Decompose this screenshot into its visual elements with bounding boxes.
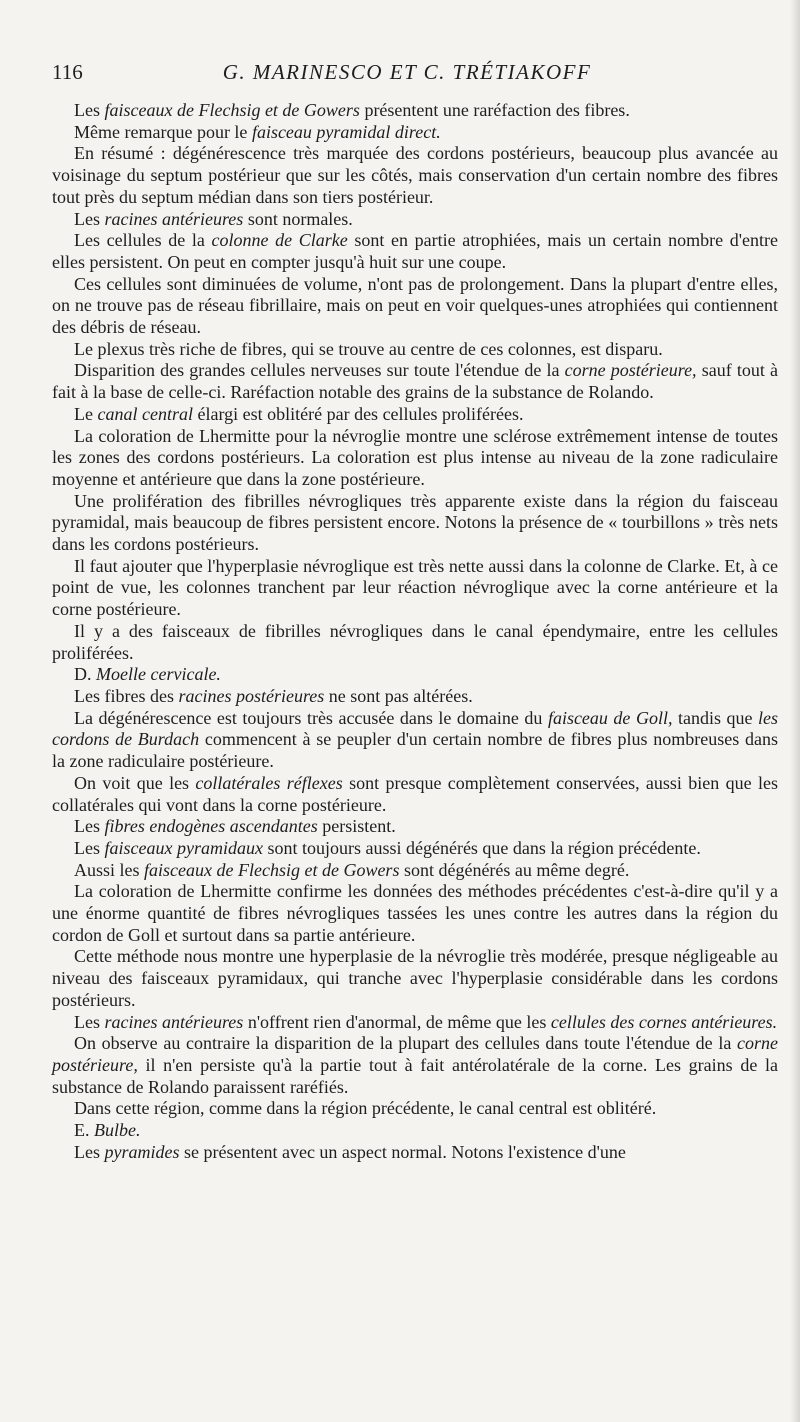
text-run: D. [74,664,96,685]
italic-text: faisceaux pyramidaux [104,837,263,858]
text-run: La coloration de Lhermitte pour la névroglie montre une sclérose extrêmement intense de toutes les zones des cordons postérieurs. La coloration est plus intense au niveau de la zone radiculaire moyenne et antérieure que dans la zone postérieure. [52,425,778,489]
italic-text: corne postérieure, [52,1033,778,1075]
text-run: se présentent avec un aspect normal. Notons l'existence d'une [179,1141,626,1162]
text-run: On voit que les [74,772,196,793]
text-run: sont presque complètement conservées, aussi bien que les collatérales qui vont dans la corne postérieure. [52,772,778,815]
paragraph [52,946,778,1011]
text-run: Cette méthode nous montre une hyperplasie de la névroglie très modérée, presque négligeable au niveau des faisceaux pyramidaux, qui tranche avec l'hyperplasie considérable dans les cordons postérieurs. [52,946,778,1010]
text-run: Il y a des faisceaux de fibrilles névrogliques dans le canal épendymaire, entre les cellules proliférées. [52,620,778,663]
page-number: 116 [52,60,83,84]
text-run: On observe au contraire la disparition de la plupart des cellules dans toute l'étendue de la [74,1033,738,1054]
text-run: Il faut ajouter que l'hyperplasie névroglique est très nette aussi dans la colonne de Clarke. Et, à ce point de vue, les colonnes tranchent par leur réaction névroglique avec la corne antérieure et la corne postérieure. [52,555,778,620]
text-run: Les [74,1141,105,1162]
italic-text: racines antérieures [104,1011,244,1032]
text-run: sont en partie atrophiées, mais un certain nombre d'entre elles persistent. On peut en compter jusqu'à huit sur une coupe. [52,230,778,272]
paragraph [52,773,778,816]
paragraph [52,686,778,708]
italic-text: faisceaux de Flechsig et de Gowers [144,859,400,880]
text-run: Les [74,1011,105,1032]
text-run: Même remarque pour le [74,121,252,142]
text-run: La dégénérescence est toujours très accusée dans le domaine du [74,707,548,728]
text-run: Ces cellules sont diminuées de volume, n'ont pas de prolongement. Dans la plupart d'entre elles, on ne trouve pas de réseau fibrillaire, mais on peut en voir quelques-unes atrophiées qui contiennent des débris de réseau. [52,273,778,338]
text-run: En résumé : dégénérescence très marquée des cordons postérieurs, beaucoup plus avancée au voisinage du septum postérieur que sur les côtés, mais conservation d'un certain nombre des fibres tout près du septum médian dans son tiers postérieur. [52,143,778,207]
italic-text: faisceaux de Flechsig et de Gowers [104,100,360,120]
text-run: Disparition des grandes cellules nerveuses sur toute l'étendue de la [74,360,565,381]
text-run: Une prolifération des fibrilles névrogliques très apparente existe dans la région du faisceau pyramidal, mais beaucoup de fibres persistent encore. Notons la présence de « tourbillons » très nets dans les cordons postérieurs. [52,490,778,555]
paragraph [52,860,778,882]
text-run: ne sont pas altérées. [324,685,473,706]
italic-text: fibres endogènes ascendantes [104,816,318,837]
italic-text: colonne de Clarke [211,230,348,251]
paragraph [52,1098,778,1120]
italic-text: faisceau de Goll, [547,707,673,728]
paragraph [52,426,778,491]
text-run: élargi est oblitéré par des cellules proliférées. [192,403,524,424]
text-run: sauf tout à fait à la base de celle-ci. Raréfaction notable des grains de la substance de Rolando. [52,360,778,403]
page-edge-shadow [790,0,800,1422]
text-run: Dans cette région, comme dans la région précédente, le canal central est oblitéré. [74,1098,657,1119]
text-run: sont toujours aussi dégénérés que dans la région précédente. [262,837,701,858]
running-head: G. MARINESCO ET C. TRÉTIAKOFF [222,60,592,84]
paragraph [52,1142,778,1164]
italic-text: cellules des cornes antérieures. [550,1011,778,1032]
text-run: commencent à se peupler d'un certain nombre de fibres plus nombreuses dans la zone radiculaire postérieure. [52,729,778,772]
page-header [52,60,762,90]
paragraph [52,339,778,361]
paragraph [52,816,778,838]
italic-text: Moelle cervicale. [96,664,221,685]
text-run: Les [74,100,105,120]
text-run: Le plexus très riche de fibres, qui se trouve au centre de ces colonnes, est disparu. [74,338,663,359]
paragraph [52,230,778,273]
text-run: sont dégénérés au même degré. [399,859,630,880]
paragraph [52,100,778,122]
paragraph [52,404,778,426]
text-run: Les [74,837,105,858]
paragraph [52,664,778,686]
body-text [52,100,778,1163]
paragraph [52,209,778,231]
italic-text: racines postérieures [178,685,325,706]
italic-text: racines antérieures [104,208,244,229]
italic-text: corne postérieure, [564,360,697,381]
paragraph [52,881,778,946]
italic-text: les cordons de Burdach [52,707,778,750]
italic-text: faisceau pyramidal direct. [251,121,441,142]
text-run: Les [74,208,105,229]
text-run: sont normales. [243,208,353,229]
text-run: il n'en persiste qu'à la partie tout à fait antérolatérale de la corne. Les grains de la substance de Rolando paraissent raréfiés. [52,1054,778,1097]
italic-text: Bulbe. [94,1120,141,1141]
paragraph [52,1120,778,1142]
text-run: n'offrent rien d'anormal, de même que les [243,1011,551,1032]
text-run: La coloration de Lhermitte confirme les données des méthodes précédentes c'est-à-dire qu'il y a une énorme quantité de fibres névrogliques tassées les unes contre les autres dans la région du cordon de Goll et surtout dans sa partie antérieure. [52,881,778,945]
text-run: Aussi les [74,859,145,880]
paragraph [52,621,778,664]
text-run: Les cellules de la [74,230,212,251]
text-run: présentent une raréfaction des fibres. [359,100,630,120]
text-run: Les fibres des [74,685,179,706]
paragraph [52,491,778,556]
text-run: persistent. [317,816,396,837]
paragraph [52,708,778,773]
paragraph [52,1033,778,1098]
paragraph [52,274,778,339]
italic-text: canal central [97,403,193,424]
italic-text: collatérales réflexes [195,772,343,793]
paragraph [52,143,778,208]
italic-text: pyramides [104,1141,180,1162]
text-run: E. [74,1120,94,1141]
paragraph [52,838,778,860]
paragraph [52,1012,778,1034]
text-run: tandis que [672,707,758,728]
text-run: Les [74,816,105,837]
text-run: Le [74,403,98,424]
paragraph [52,360,778,403]
paragraph [52,556,778,621]
paragraph [52,122,778,144]
